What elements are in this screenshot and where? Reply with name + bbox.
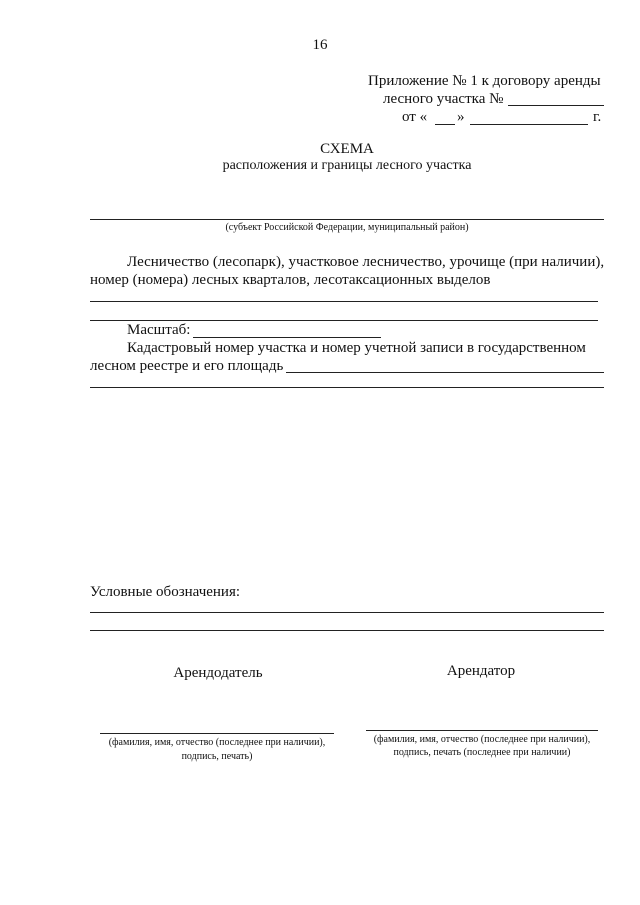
contract-number-line <box>508 105 604 106</box>
date-from-label: от « <box>402 109 428 125</box>
lessor-caption-1: (фамилия, имя, отчество (последнее при наличии), <box>108 737 326 748</box>
legend-fill-line-1 <box>90 612 604 613</box>
forestry-line-1: Лесничество (лесопарк), участковое лесничество, урочище (при наличии), <box>127 254 605 270</box>
appendix-line-1: Приложение № 1 к договору аренды <box>368 73 601 89</box>
lessee-caption-1: (фамилия, имя, отчество (последнее при наличии), <box>373 734 591 745</box>
date-month-line <box>470 124 588 125</box>
subject-caption: (субъект Российской Федерации, муниципальный район) <box>225 222 469 233</box>
legend-fill-line-2 <box>90 630 604 631</box>
lessor-signature-line <box>100 733 334 734</box>
lessor-caption-2: подпись, печать) <box>181 751 253 762</box>
cadastral-line-1: Кадастровый номер участка и номер учетной записи в государственном <box>127 340 586 356</box>
forestry-fill-line-1 <box>90 301 598 302</box>
cadastral-fill-line-2 <box>90 387 604 388</box>
date-close-quote: » <box>457 109 465 125</box>
date-day-line <box>435 124 455 125</box>
legend-label: Условные обозначения: <box>90 584 241 600</box>
lessee-signature-line <box>366 730 598 731</box>
lessee-title: Арендатор <box>446 663 516 679</box>
date-year-label: г. <box>593 109 602 125</box>
forestry-line-2: номер (номера) лесных кварталов, лесотаксационных выделов <box>90 272 491 288</box>
scale-label: Масштаб: <box>127 322 191 338</box>
forestry-fill-line-2 <box>90 320 598 321</box>
cadastral-fill-line-1 <box>286 372 604 373</box>
subject-line <box>90 219 604 220</box>
schema-subheading: расположения и границы лесного участка <box>222 158 472 173</box>
appendix-line-2: лесного участка № <box>383 91 504 107</box>
lessor-title: Арендодатель <box>173 665 263 681</box>
cadastral-line-2: лесном реестре и его площадь <box>90 358 284 374</box>
page-number: 16 <box>312 37 328 53</box>
schema-heading: СХЕМА <box>320 141 374 157</box>
scale-fill-line <box>193 337 381 338</box>
lessee-caption-2: подпись, печать (последнее при наличии) <box>393 747 571 758</box>
